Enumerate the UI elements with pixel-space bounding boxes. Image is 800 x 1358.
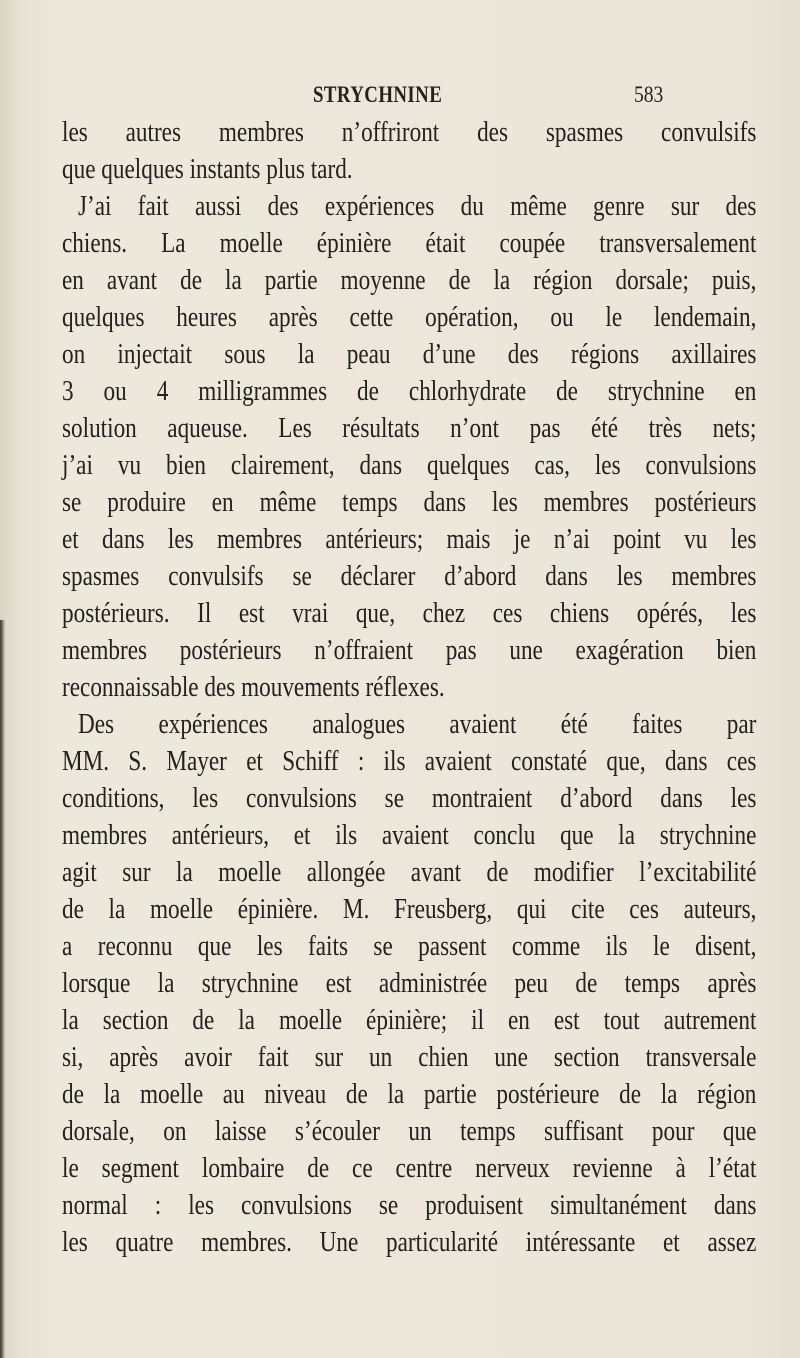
text-line: membres antérieurs, et ils avaient conclu que la strychnine — [62, 819, 757, 851]
page-binding-edge — [0, 620, 5, 1358]
running-title: STRYCHNINE — [313, 82, 443, 107]
text-line: le segment lombaire de ce centre nerveux revienne à l’état — [62, 1152, 757, 1184]
text-line: la section de la moelle épinière; il en est tout autrement — [62, 1004, 757, 1036]
text-line: on injectait sous la peau d’une des régions axillaires — [62, 338, 757, 370]
text-line: les quatre membres. Une particularité intéressante et assez — [62, 1226, 757, 1258]
text-line: Des expériences analogues avaient été faites par — [78, 708, 757, 740]
text-line: J’ai fait aussi des expériences du même genre sur des — [78, 190, 757, 222]
page-header — [0, 82, 800, 112]
text-line: 3 ou 4 milligrammes de chlorhydrate de strychnine en — [62, 375, 757, 407]
text-line: dorsale, on laisse s’écouler un temps suffisant pour que — [62, 1115, 757, 1147]
text-line: agit sur la moelle allongée avant de modifier l’excitabilité — [62, 856, 757, 888]
text-line: lorsque la strychnine est administrée peu de temps après — [62, 967, 757, 999]
text-line: j’ai vu bien clairement, dans quelques cas, les convulsions — [62, 449, 757, 481]
text-line: MM. S. Mayer et Schiff : ils avaient constaté que, dans ces — [62, 745, 757, 777]
body-text — [62, 114, 762, 1261]
text-line: en avant de la partie moyenne de la région dorsale; puis, — [62, 264, 757, 296]
text-line: normal : les convulsions se produisent simultanément dans — [62, 1189, 757, 1221]
text-line: quelques heures après cette opération, ou le lendemain, — [62, 301, 757, 333]
text-line: chiens. La moelle épinière était coupée transversalement — [62, 227, 757, 259]
text-line: solution aqueuse. Les résultats n’ont pas été très nets; — [62, 412, 757, 444]
text-line: reconnaissable des mouvements réflexes. — [62, 671, 445, 703]
page-number: 583 — [634, 82, 664, 107]
text-line: de la moelle au niveau de la partie postérieure de la région — [62, 1078, 757, 1110]
text-line: se produire en même temps dans les membres postérieurs — [62, 486, 757, 518]
text-line: les autres membres n’offriront des spasmes convulsifs — [62, 116, 757, 148]
text-line: postérieurs. Il est vrai que, chez ces chiens opérés, les — [62, 597, 757, 629]
text-line: et dans les membres antérieurs; mais je n’ai point vu les — [62, 523, 757, 555]
text-line: a reconnu que les faits se passent comme ils le disent, — [62, 930, 757, 962]
text-line: membres postérieurs n’offraient pas une exagération bien — [62, 634, 757, 666]
text-line: si, après avoir fait sur un chien une section transversale — [62, 1041, 757, 1073]
text-line: spasmes convulsifs se déclarer d’abord dans les membres — [62, 560, 757, 592]
text-line: de la moelle épinière. M. Freusberg, qui cite ces auteurs, — [62, 893, 757, 925]
text-line: que quelques instants plus tard. — [62, 153, 353, 185]
text-line: conditions, les convulsions se montraient d’abord dans les — [62, 782, 757, 814]
